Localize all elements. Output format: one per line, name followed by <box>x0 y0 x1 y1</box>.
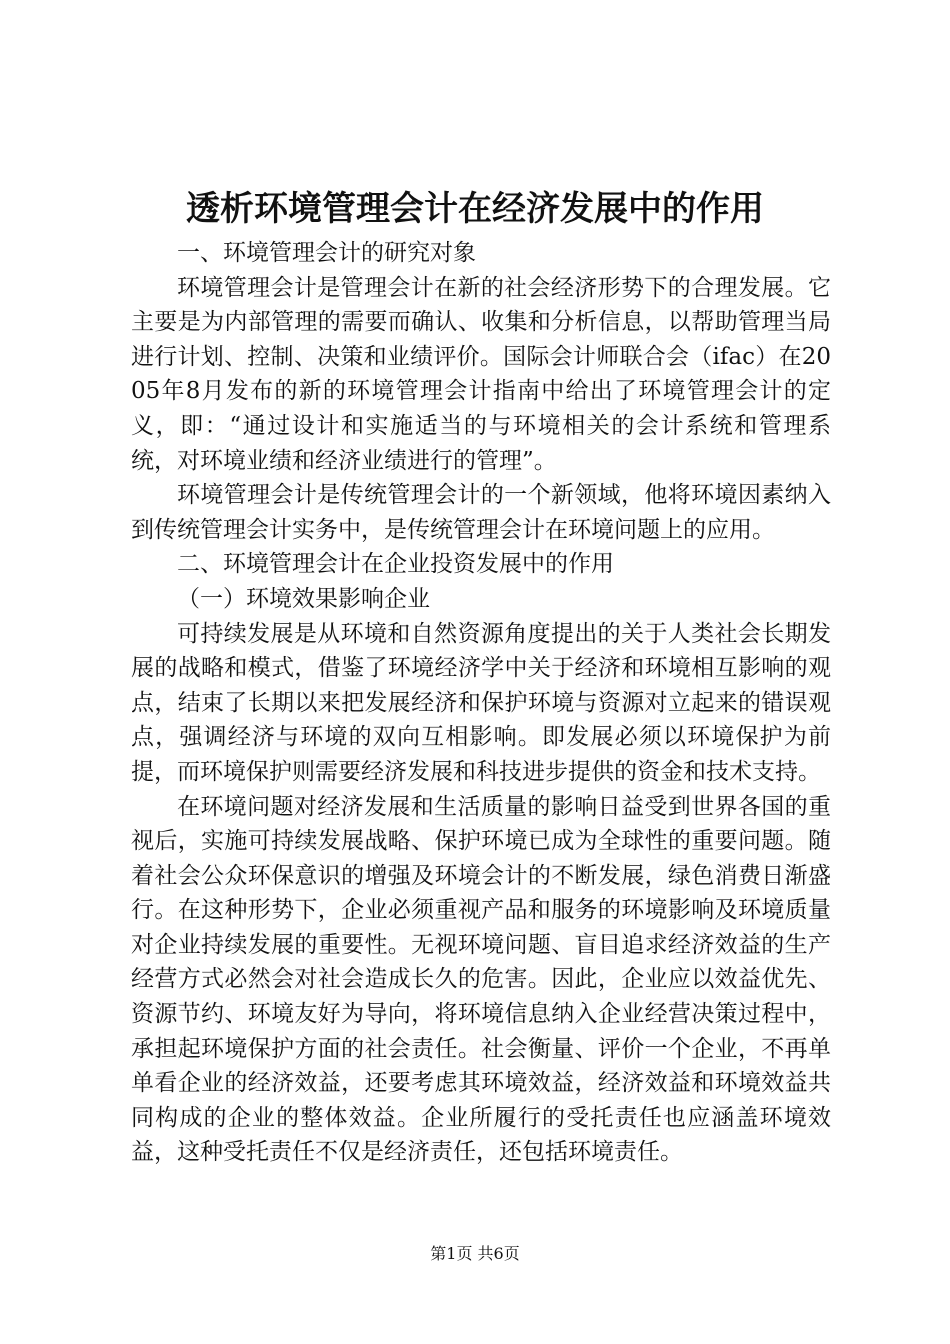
paragraph-4: 在环境问题对经济发展和生活质量的影响日益受到世界各国的重视后，实施可持续发展战略、保护环境已成为全球性的重要问题。随着社会公众环保意识的增强及环境会计的不断发展，绿色消费日渐盛行。在这种形势下，企业必须重视产品和服务的环境影响及环境质量对企业持续发展的重要性。无视环境问题、盲目追求经济效益的生产经营方式必然会对社会造成长久的危害。因此，企业应以效益优先、资源节约、环境友好为导向，将环境信息纳入企业经营决策过程中，承担起环境保护方面的社会责任。社会衡量、评价一个企业，不再单单看企业的经济效益，还要考虑其环境效益，经济效益和环境效益共同构成的企业的整体效益。企业所履行的受托责任也应涵盖环境效益，这种受托责任不仅是经济责任，还包括环境责任。 <box>131 793 831 1166</box>
document-body <box>131 236 831 1170</box>
paragraph-3: 可持续发展是从环境和自然资源角度提出的关于人类社会长期发展的战略和模式，借鉴了环境经济学中关于经济和环境相互影响的观点，结束了长期以来把发展经济和保护环境与资源对立起来的错误观点，强调经济与环境的双向互相影响。即发展必须以环境保护为前提，而环境保护则需要经济发展和科技进步提供的资金和技术支持。 <box>131 620 831 785</box>
section-heading-1: 一、环境管理会计的研究对象 <box>177 240 476 266</box>
paragraph-1: 环境管理会计是管理会计在新的社会经济形势下的合理发展。它主要是为内部管理的需要而确认、收集和分析信息，以帮助管理当局进行计划、控制、决策和业绩评价。国际会计师联合会（ifac）在2005年8月发布的新的环境管理会计指南中给出了环境管理会计的定义，即：“通过设计和实施适当的与环境相关的会计系统和管理系统，对环境业绩和经济业绩进行的管理”。 <box>131 274 831 474</box>
document-title: 透析环境管理会计在经济发展中的作用 <box>186 189 764 229</box>
subsection-heading-1: （一）环境效果影响企业 <box>177 585 430 612</box>
section-heading-2: 二、环境管理会计在企业投资发展中的作用 <box>177 551 614 578</box>
paragraph-2: 环境管理会计是传统管理会计的一个新领域，他将环境因素纳入到传统管理会计实务中，是传统管理会计在环境问题上的应用。 <box>131 482 831 543</box>
page-footer: 第1页 共6页 <box>430 1244 520 1263</box>
